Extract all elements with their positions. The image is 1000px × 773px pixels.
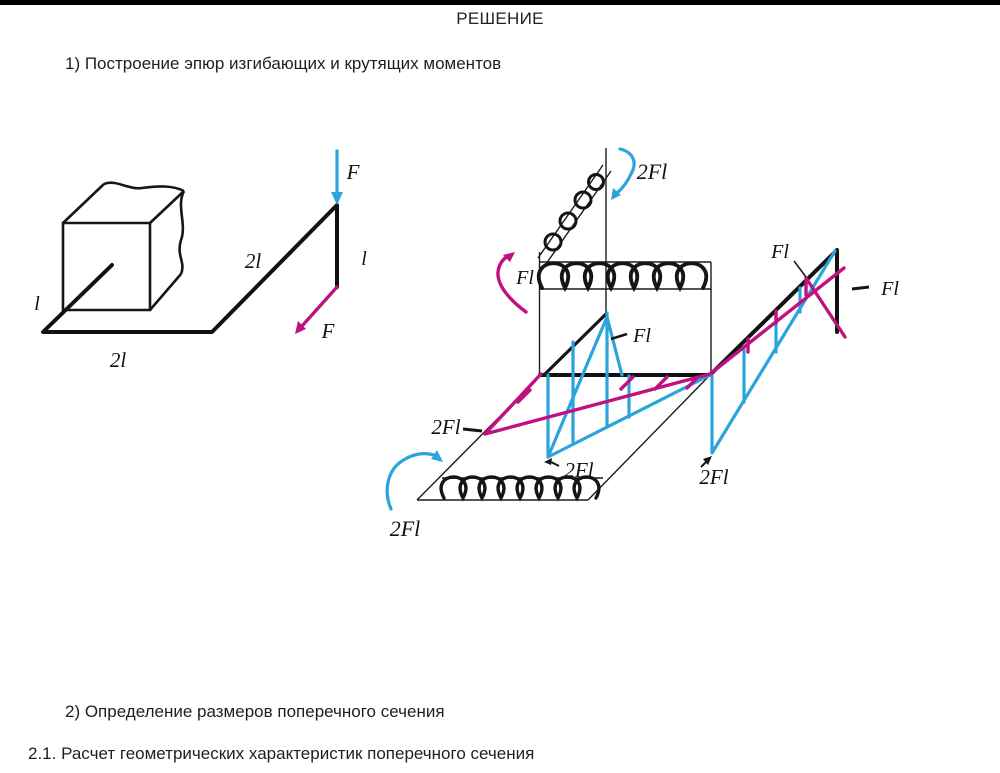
len-wall-label: l (34, 293, 40, 315)
step-2-heading: 2) Определение размеров поперечного сечения (65, 702, 445, 721)
cube-top-face (63, 183, 184, 223)
force-end-label: F (321, 319, 335, 343)
step-1-heading: 1) Построение эпюр изгибающих и крутящих моментов (65, 54, 502, 73)
bending-horizontal-label: 2Fl (431, 415, 461, 439)
len-diagonal-label: 2l (244, 249, 262, 273)
leader-bending-horizontal (463, 429, 482, 431)
torsion-coil-diagonal (545, 175, 604, 251)
bending-seg1-hypotenuse (543, 313, 607, 376)
len-bottom-label: 2l (109, 348, 127, 372)
torsion-top-label: 2Fl (636, 159, 668, 184)
torsion-bottom-label: 2Fl (389, 516, 421, 541)
wall-ordinate-arrowhead-icon (544, 458, 552, 465)
rod-axis-diagram (540, 250, 837, 375)
free-end-label: Fl (881, 278, 899, 300)
cube-right-face (150, 191, 184, 310)
junction-ordinate-label: 2Fl (699, 465, 729, 489)
leader-free-end (852, 287, 869, 289)
page-title: РЕШЕНИЕ (456, 9, 544, 28)
moment-diagrams (387, 148, 899, 541)
bending-seg1-label: Fl (633, 325, 651, 347)
len-vertical-label: l (361, 248, 367, 270)
torsion-top-arrow (617, 149, 634, 193)
step-2-1-heading: 2.1. Расчет геометрических характеристик поперечного сечения (28, 744, 535, 763)
torsion-left-label: Fl (516, 267, 534, 289)
load-scheme (34, 151, 367, 372)
peak-label: Fl (771, 241, 789, 263)
cube-front-face (63, 223, 150, 310)
wall-ordinate-label: 2Fl (564, 458, 594, 482)
force-top-arrowhead-icon (331, 192, 343, 205)
torsion-coil-seg1-vertical-plane (539, 263, 706, 288)
force-top-label: F (346, 160, 360, 184)
leader-peak (794, 261, 806, 277)
